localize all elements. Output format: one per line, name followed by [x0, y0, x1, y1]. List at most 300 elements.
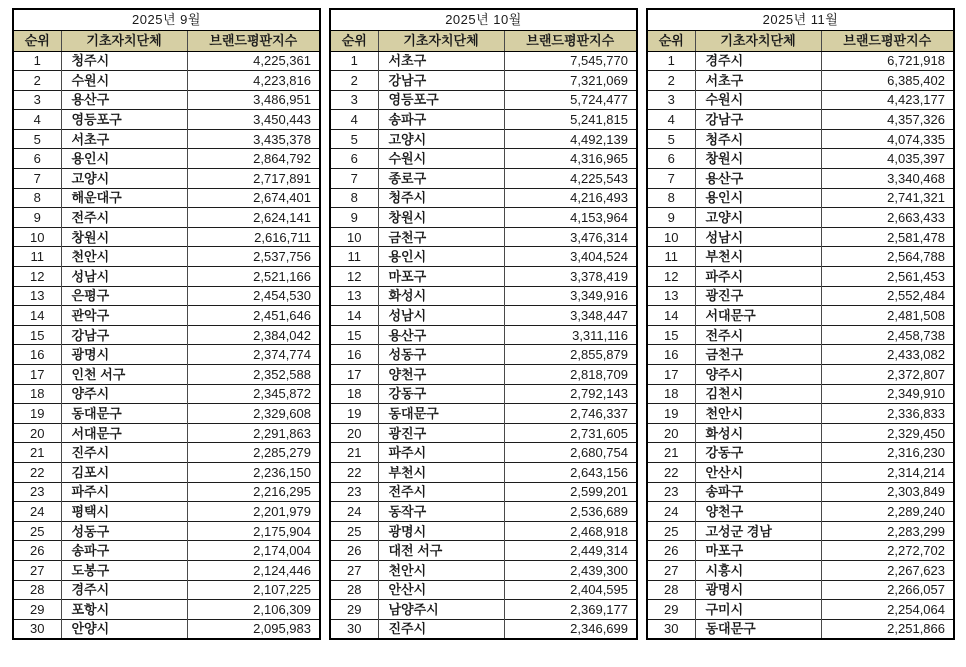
rank-cell: 16 — [647, 345, 695, 365]
district-cell: 전주시 — [695, 325, 821, 345]
table-row — [330, 482, 637, 502]
rank-cell: 23 — [13, 482, 61, 502]
column-header-0: 순위 — [330, 30, 378, 51]
index-cell: 5,724,477 — [504, 90, 637, 110]
table-row — [647, 365, 954, 385]
table-row — [647, 110, 954, 130]
index-cell: 2,272,702 — [821, 541, 954, 561]
index-cell: 4,153,964 — [504, 208, 637, 228]
rank-cell: 17 — [647, 365, 695, 385]
column-header-0: 순위 — [647, 30, 695, 51]
column-header-1: 기초자치단체 — [61, 30, 187, 51]
index-cell: 3,340,468 — [821, 169, 954, 189]
rank-cell: 28 — [330, 580, 378, 600]
table-row — [647, 90, 954, 110]
index-cell: 2,254,064 — [821, 600, 954, 620]
rank-cell: 15 — [647, 325, 695, 345]
table-row — [13, 462, 320, 482]
district-cell: 고양시 — [378, 129, 504, 149]
table-row — [330, 423, 637, 443]
index-cell: 3,476,314 — [504, 227, 637, 247]
district-cell: 성동구 — [378, 345, 504, 365]
column-header-1: 기초자치단체 — [695, 30, 821, 51]
rank-cell: 10 — [13, 227, 61, 247]
district-cell: 부천시 — [378, 462, 504, 482]
rank-cell: 7 — [647, 169, 695, 189]
table-row — [330, 188, 637, 208]
index-cell: 3,486,951 — [187, 90, 320, 110]
index-cell: 3,435,378 — [187, 129, 320, 149]
district-cell: 송파구 — [695, 482, 821, 502]
district-cell: 성동구 — [61, 521, 187, 541]
rank-cell: 22 — [330, 462, 378, 482]
rank-cell: 10 — [330, 227, 378, 247]
index-cell: 3,378,419 — [504, 267, 637, 287]
index-cell: 2,267,623 — [821, 560, 954, 580]
index-cell: 2,349,910 — [821, 384, 954, 404]
district-cell: 용산구 — [61, 90, 187, 110]
district-cell: 마포구 — [378, 267, 504, 287]
index-cell: 2,792,143 — [504, 384, 637, 404]
district-cell: 관악구 — [61, 306, 187, 326]
index-cell: 6,385,402 — [821, 71, 954, 91]
district-cell: 김포시 — [61, 462, 187, 482]
rank-cell: 3 — [13, 90, 61, 110]
rank-cell: 16 — [13, 345, 61, 365]
index-cell: 4,223,816 — [187, 71, 320, 91]
district-cell: 천안시 — [695, 404, 821, 424]
rank-cell: 26 — [13, 541, 61, 561]
district-cell: 남양주시 — [378, 600, 504, 620]
district-cell: 송파구 — [378, 110, 504, 130]
table-row — [647, 482, 954, 502]
rank-cell: 16 — [330, 345, 378, 365]
district-cell: 경주시 — [695, 51, 821, 71]
district-cell: 동대문구 — [378, 404, 504, 424]
rank-cell: 9 — [330, 208, 378, 228]
district-cell: 서초구 — [61, 129, 187, 149]
district-cell: 청주시 — [695, 129, 821, 149]
district-cell: 청주시 — [61, 51, 187, 71]
table-row — [330, 443, 637, 463]
rank-cell: 28 — [647, 580, 695, 600]
rank-cell: 1 — [667, 53, 675, 69]
rank-cell: 3 — [330, 90, 378, 110]
index-cell: 2,352,588 — [187, 365, 320, 385]
table-row — [330, 149, 637, 169]
rank-cell: 12 — [330, 267, 378, 287]
district-cell: 서초구 — [378, 51, 504, 71]
rank-cell: 11 — [330, 247, 378, 267]
table-row — [330, 51, 637, 71]
table-row — [330, 227, 637, 247]
rank-cell: 26 — [647, 541, 695, 561]
rank-cell: 4 — [647, 110, 695, 130]
table-row — [330, 462, 637, 482]
month-title: 2025년 9월 — [13, 9, 320, 30]
rank-cell: 21 — [13, 443, 61, 463]
index-cell: 2,291,863 — [187, 423, 320, 443]
district-cell: 금천구 — [695, 345, 821, 365]
index-cell: 2,439,300 — [504, 560, 637, 580]
table-row — [330, 169, 637, 189]
column-header-0: 순위 — [13, 30, 61, 51]
district-cell: 양천구 — [695, 502, 821, 522]
district-cell: 강동구 — [695, 443, 821, 463]
table-row — [13, 345, 320, 365]
index-cell: 3,311,116 — [504, 325, 637, 345]
rank-cell: 8 — [13, 188, 61, 208]
district-cell: 용인시 — [378, 247, 504, 267]
index-cell: 2,236,150 — [187, 462, 320, 482]
rank-cell: 29 — [647, 600, 695, 620]
index-cell: 4,074,335 — [821, 129, 954, 149]
district-cell: 안산시 — [695, 462, 821, 482]
index-cell: 2,372,807 — [821, 365, 954, 385]
table-row — [13, 443, 320, 463]
index-cell: 2,345,872 — [187, 384, 320, 404]
index-cell: 6,721,918 — [821, 51, 954, 71]
rank-cell: 17 — [330, 365, 378, 385]
rank-cell: 22 — [13, 462, 61, 482]
district-cell: 구미시 — [695, 600, 821, 620]
rank-cell: 25 — [330, 521, 378, 541]
table-row — [13, 188, 320, 208]
table-row — [647, 384, 954, 404]
table-row — [330, 521, 637, 541]
index-cell: 7,321,069 — [504, 71, 637, 91]
district-cell: 용인시 — [61, 149, 187, 169]
index-cell: 2,581,478 — [821, 227, 954, 247]
table-row — [647, 580, 954, 600]
column-header-2: 브랜드평판지수 — [821, 30, 954, 51]
district-cell: 경주시 — [61, 580, 187, 600]
rank-cell: 5 — [330, 129, 378, 149]
district-cell: 진주시 — [378, 619, 504, 639]
rank-cell: 26 — [330, 541, 378, 561]
table-row — [647, 325, 954, 345]
month-table-1 — [12, 8, 321, 640]
district-cell: 고양시 — [61, 169, 187, 189]
table-row — [647, 286, 954, 306]
index-cell: 2,717,891 — [187, 169, 320, 189]
index-cell: 2,303,849 — [821, 482, 954, 502]
index-cell: 2,746,337 — [504, 404, 637, 424]
table-row — [13, 267, 320, 287]
table-row — [13, 365, 320, 385]
rank-cell: 20 — [13, 423, 61, 443]
index-cell: 2,216,295 — [187, 482, 320, 502]
rank-cell: 22 — [647, 462, 695, 482]
rank-cell: 2 — [647, 71, 695, 91]
table-row — [647, 502, 954, 522]
index-cell: 2,552,484 — [821, 286, 954, 306]
rank-cell: 23 — [647, 482, 695, 502]
district-cell: 파주시 — [695, 267, 821, 287]
index-cell: 3,349,916 — [504, 286, 637, 306]
district-cell: 안양시 — [61, 619, 187, 639]
table-row — [647, 541, 954, 561]
district-cell: 평택시 — [61, 502, 187, 522]
index-cell: 2,451,646 — [187, 306, 320, 326]
district-cell: 화성시 — [695, 423, 821, 443]
index-cell: 4,216,493 — [504, 188, 637, 208]
district-cell: 창원시 — [378, 208, 504, 228]
rank-cell: 25 — [647, 521, 695, 541]
district-cell: 광진구 — [695, 286, 821, 306]
district-cell: 양주시 — [695, 365, 821, 385]
table-row — [13, 129, 320, 149]
rank-cell: 11 — [13, 247, 61, 267]
index-cell: 2,680,754 — [504, 443, 637, 463]
index-cell: 2,616,711 — [187, 227, 320, 247]
district-cell: 금천구 — [378, 227, 504, 247]
table-row — [330, 71, 637, 91]
rank-cell: 29 — [13, 600, 61, 620]
district-cell: 동대문구 — [61, 404, 187, 424]
district-cell: 영등포구 — [61, 110, 187, 130]
rank-cell: 24 — [330, 502, 378, 522]
index-cell: 2,818,709 — [504, 365, 637, 385]
index-cell: 2,384,042 — [187, 325, 320, 345]
district-cell: 광진구 — [378, 423, 504, 443]
table-row — [13, 227, 320, 247]
tables-container — [12, 8, 954, 640]
district-cell: 파주시 — [378, 443, 504, 463]
table-row — [330, 384, 637, 404]
index-cell: 2,314,214 — [821, 462, 954, 482]
rank-cell: 7 — [330, 169, 378, 189]
table-row — [13, 482, 320, 502]
table-row — [330, 247, 637, 267]
district-cell: 수원시 — [695, 90, 821, 110]
district-cell: 고양시 — [695, 208, 821, 228]
index-cell: 2,449,314 — [504, 541, 637, 561]
table-row — [647, 462, 954, 482]
district-cell: 성남시 — [695, 227, 821, 247]
index-cell: 2,663,433 — [821, 208, 954, 228]
index-cell: 2,346,699 — [504, 619, 637, 639]
index-cell: 7,545,770 — [504, 51, 637, 71]
index-cell: 4,316,965 — [504, 149, 637, 169]
rank-cell: 14 — [330, 306, 378, 326]
table-row — [647, 345, 954, 365]
index-cell: 2,468,918 — [504, 521, 637, 541]
district-cell: 화성시 — [378, 286, 504, 306]
table-row — [13, 502, 320, 522]
rank-cell: 27 — [330, 560, 378, 580]
district-cell: 청주시 — [378, 188, 504, 208]
district-cell: 광명시 — [378, 521, 504, 541]
district-cell: 서대문구 — [61, 423, 187, 443]
rank-cell: 24 — [647, 502, 695, 522]
index-cell: 2,561,453 — [821, 267, 954, 287]
table-row — [647, 560, 954, 580]
rank-cell: 11 — [647, 247, 695, 267]
rank-cell: 27 — [13, 560, 61, 580]
rank-cell: 2 — [330, 71, 378, 91]
district-cell: 천안시 — [378, 560, 504, 580]
rank-cell: 14 — [647, 306, 695, 326]
index-cell: 2,201,979 — [187, 502, 320, 522]
index-cell: 2,536,689 — [504, 502, 637, 522]
table-row — [13, 169, 320, 189]
table-row — [13, 600, 320, 620]
district-cell: 성남시 — [378, 306, 504, 326]
table-row — [13, 560, 320, 580]
rank-cell: 4 — [330, 110, 378, 130]
index-cell: 3,450,443 — [187, 110, 320, 130]
rank-cell: 19 — [330, 404, 378, 424]
rank-cell: 25 — [13, 521, 61, 541]
index-cell: 4,492,139 — [504, 129, 637, 149]
rank-cell: 13 — [13, 286, 61, 306]
rank-cell: 18 — [330, 384, 378, 404]
table-row — [13, 384, 320, 404]
index-cell: 4,035,397 — [821, 149, 954, 169]
district-cell: 대전 서구 — [378, 541, 504, 561]
table-row — [13, 325, 320, 345]
index-cell: 4,423,177 — [821, 90, 954, 110]
rank-cell: 30 — [647, 619, 695, 639]
district-cell: 강남구 — [61, 325, 187, 345]
index-cell: 2,741,321 — [821, 188, 954, 208]
district-cell: 수원시 — [378, 149, 504, 169]
district-cell: 동대문구 — [695, 619, 821, 639]
table-row — [13, 404, 320, 424]
rank-cell: 8 — [647, 188, 695, 208]
table-row — [330, 110, 637, 130]
table-row — [647, 71, 954, 91]
table-row — [330, 267, 637, 287]
table-row — [330, 560, 637, 580]
index-cell: 2,329,608 — [187, 404, 320, 424]
table-row — [13, 286, 320, 306]
district-cell: 서초구 — [695, 71, 821, 91]
column-header-1: 기초자치단체 — [378, 30, 504, 51]
index-cell: 2,266,057 — [821, 580, 954, 600]
table-row — [13, 149, 320, 169]
month-table-2 — [329, 8, 638, 640]
table-row — [13, 619, 320, 639]
rank-cell: 28 — [13, 580, 61, 600]
table-row — [330, 306, 637, 326]
district-cell: 강동구 — [378, 384, 504, 404]
district-cell: 용산구 — [695, 169, 821, 189]
table-row — [13, 51, 320, 71]
column-header-2: 브랜드평판지수 — [187, 30, 320, 51]
index-cell: 2,855,879 — [504, 345, 637, 365]
rank-cell: 7 — [13, 169, 61, 189]
rank-cell: 15 — [13, 325, 61, 345]
rank-cell: 19 — [13, 404, 61, 424]
table-row — [13, 521, 320, 541]
table-row — [13, 71, 320, 91]
rank-cell: 30 — [13, 619, 61, 639]
table-row — [647, 404, 954, 424]
index-cell: 2,095,983 — [187, 619, 320, 639]
index-cell: 2,674,401 — [187, 188, 320, 208]
district-cell: 양천구 — [378, 365, 504, 385]
table-row — [330, 619, 637, 639]
index-cell: 2,174,004 — [187, 541, 320, 561]
index-cell: 2,369,177 — [504, 600, 637, 620]
district-cell: 동작구 — [378, 502, 504, 522]
rank-cell: 13 — [330, 286, 378, 306]
table-row — [330, 325, 637, 345]
district-cell: 인천 서구 — [61, 365, 187, 385]
district-cell: 용산구 — [378, 325, 504, 345]
table-row — [647, 306, 954, 326]
index-cell: 2,106,309 — [187, 600, 320, 620]
district-cell: 도봉구 — [61, 560, 187, 580]
district-cell: 서대문구 — [695, 306, 821, 326]
table-row — [647, 188, 954, 208]
rank-cell: 21 — [647, 443, 695, 463]
table-row — [330, 600, 637, 620]
index-cell: 2,599,201 — [504, 482, 637, 502]
index-cell: 4,357,326 — [821, 110, 954, 130]
index-cell: 2,283,299 — [821, 521, 954, 541]
index-cell: 3,404,524 — [504, 247, 637, 267]
district-cell: 영등포구 — [378, 90, 504, 110]
index-cell: 2,521,166 — [187, 267, 320, 287]
rank-cell: 18 — [13, 384, 61, 404]
district-cell: 종로구 — [378, 169, 504, 189]
rank-cell: 9 — [13, 208, 61, 228]
district-cell: 창원시 — [695, 149, 821, 169]
table-row — [647, 600, 954, 620]
index-cell: 2,374,774 — [187, 345, 320, 365]
index-cell: 2,329,450 — [821, 423, 954, 443]
rank-cell: 29 — [330, 600, 378, 620]
rank-cell: 4 — [13, 110, 61, 130]
district-cell: 시흥시 — [695, 560, 821, 580]
district-cell: 은평구 — [61, 286, 187, 306]
district-cell: 마포구 — [695, 541, 821, 561]
table-row — [13, 90, 320, 110]
index-cell: 4,225,543 — [504, 169, 637, 189]
table-row — [647, 208, 954, 228]
rank-cell: 13 — [647, 286, 695, 306]
rank-cell: 30 — [330, 619, 378, 639]
rank-cell: 1 — [350, 53, 358, 69]
district-cell: 광명시 — [695, 580, 821, 600]
table-row — [330, 286, 637, 306]
index-cell: 3,348,447 — [504, 306, 637, 326]
rank-cell: 20 — [330, 423, 378, 443]
district-cell: 송파구 — [61, 541, 187, 561]
table-row — [647, 443, 954, 463]
district-cell: 수원시 — [61, 71, 187, 91]
index-cell: 2,481,508 — [821, 306, 954, 326]
rank-cell: 1 — [33, 53, 41, 69]
table-row — [647, 227, 954, 247]
rank-cell: 17 — [13, 365, 61, 385]
index-cell: 2,433,082 — [821, 345, 954, 365]
table-row — [330, 541, 637, 561]
table-row — [647, 423, 954, 443]
index-cell: 2,564,788 — [821, 247, 954, 267]
index-cell: 2,731,605 — [504, 423, 637, 443]
rank-cell: 18 — [647, 384, 695, 404]
rank-cell: 8 — [330, 188, 378, 208]
rank-cell: 9 — [647, 208, 695, 228]
index-cell: 2,643,156 — [504, 462, 637, 482]
district-cell: 용인시 — [695, 188, 821, 208]
table-row — [330, 580, 637, 600]
rank-cell: 6 — [13, 149, 61, 169]
